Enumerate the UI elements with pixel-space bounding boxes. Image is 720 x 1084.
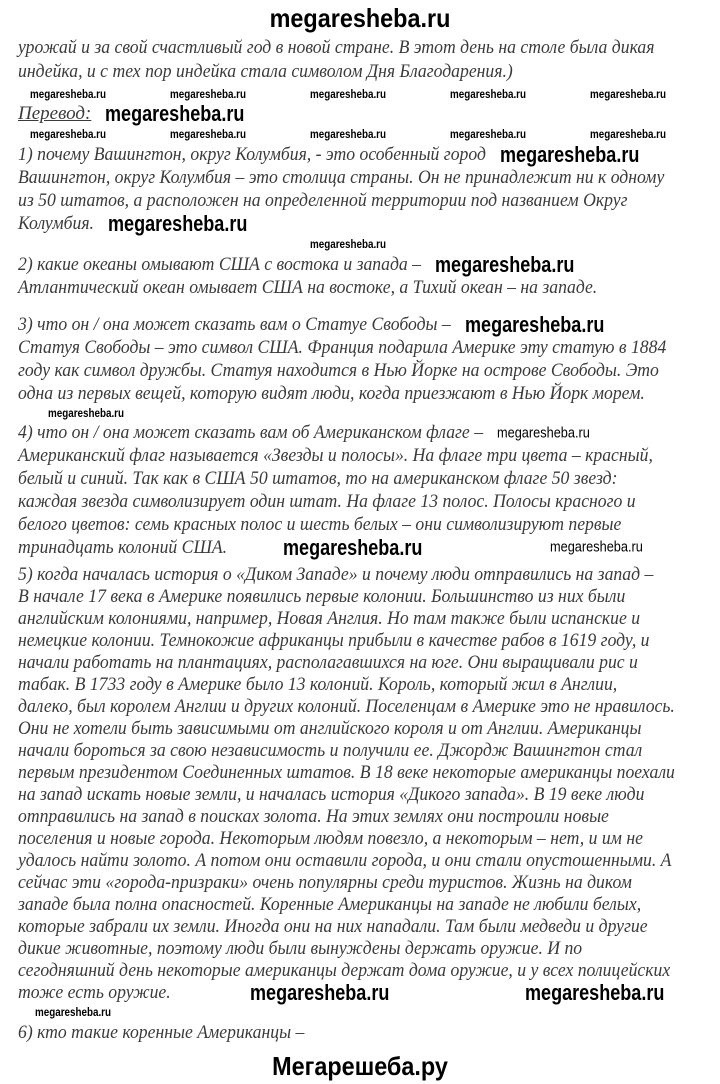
text-line: Вашингтон, округ Колумбия – это столица страны. Он не принадлежит ни к одному xyxy=(18,167,665,188)
text-line: немецкие колонии. Темнокожие африканцы прибыли в качестве рабов в 1619 году, и xyxy=(18,630,650,651)
watermark: megaresheba.ru xyxy=(450,127,527,141)
text-line: Атлантический океан омывает США на востоке, а Тихий океан – на западе. xyxy=(18,277,598,298)
paragraph-question-5 xyxy=(18,564,720,1004)
text-line: из 50 штатов, а расположен на определенной территории под названием Округ xyxy=(18,190,628,211)
text-line: 3) что он / она может сказать вам о Статуе Свободы – xyxy=(18,314,451,335)
watermark: megaresheba.ru xyxy=(499,141,640,167)
text-line: поселения и новые города. Некоторым людям повезло, а некоторым – нет, и им не xyxy=(18,828,644,849)
watermark: megaresheba.ru xyxy=(30,87,107,101)
text-line: западе была полна опасностей. Коренные Американцы на западе не любили белых, xyxy=(18,894,642,915)
text-line: 4) что он / она может сказать вам об Американском флаге – xyxy=(18,422,484,443)
watermark: megaresheba.ru xyxy=(590,87,667,101)
text-line: сегодняшний день некоторые американцы держат дома оружие, и у всех полицейских xyxy=(18,960,671,981)
text-line: начали бороться за свою независимость и получили ее. Джордж Вашингтон стал xyxy=(18,740,643,761)
text-line: 2) какие океаны омывают США с востока и запада – xyxy=(18,254,421,275)
text-line: тринадцать колоний США. xyxy=(18,537,228,558)
paragraph-question-6 xyxy=(18,1021,326,1044)
watermark: megaresheba.ru xyxy=(497,424,590,441)
watermark: megaresheba.ru xyxy=(107,210,248,236)
text-line: урожай и за свой счастливый год в новой стране. В этот день на столе была дикая xyxy=(18,37,655,58)
watermark: megaresheba.ru xyxy=(170,87,247,101)
text-line: 6) кто такие коренные Американцы – xyxy=(18,1022,305,1043)
watermark: megaresheba.ru xyxy=(105,101,245,126)
watermark: megaresheba.ru xyxy=(283,534,423,560)
text-line: тоже есть оружие. xyxy=(18,982,171,1003)
watermark: megaresheba.ru xyxy=(450,87,527,101)
text-line: Статуя Свободы – это символ США. Франция подарила Америке эту статую в 1884 xyxy=(18,337,667,358)
watermark: megaresheba.ru xyxy=(250,980,390,1005)
text-line: индейка, и с тех пор индейка стала символом Дня Благодарения.) xyxy=(18,61,513,82)
text-line: дикие животные, поэтому люди были вынуждены держать оружие. И по xyxy=(18,938,583,959)
text-line: году как символ дружбы. Статуя находится в Нью Йорке на острове Свободы. Это xyxy=(18,360,659,381)
watermark: megaresheba.ru xyxy=(310,87,387,101)
text-line: В начале 17 века в Америке появились первые колонии. Большинство из них были xyxy=(18,586,626,607)
text-line: 5) когда началась история о «Диком Западе» и почему люди отправились на запад – xyxy=(18,564,654,585)
watermark: megaresheba.ru xyxy=(550,538,643,556)
watermark: megaresheba.ru xyxy=(35,1005,112,1019)
footer-watermark: Мегарешеба.ру xyxy=(272,1051,448,1081)
text-line: которые забрали их земли. Иногда они на них нападали. Там были медведи и другие xyxy=(18,916,648,937)
text-line: удалось найти золото. А потом они оставили города, и они стали опустошенными. А xyxy=(18,850,672,871)
text-line: Американский флаг называется «Звезды и полосы». На флаге три цвета – красный, xyxy=(18,445,653,466)
text-line: первым президентом Соединенных штатов. В 18 веке некоторые американцы поехали xyxy=(18,762,675,783)
paragraph-intro xyxy=(18,36,702,84)
watermark: megaresheba.ru xyxy=(170,127,247,141)
watermark: megaresheba.ru xyxy=(310,237,387,251)
text-line: табак. В 1733 году в Америке было 13 колоний. Король, который жил в Англии, xyxy=(18,674,618,695)
text-line: белого цветов: семь красных полос и шесть белых – они символизируют первые xyxy=(18,514,622,535)
text-line: одна из первых вещей, которую видят люди, когда приезжают в Нью Йорк морем. xyxy=(18,383,645,404)
watermark: megaresheba.ru xyxy=(464,311,605,337)
watermark: megaresheba.ru xyxy=(590,127,667,141)
text-line: Колумбия. xyxy=(18,213,94,234)
text-line: отправились на запад в поисках золота. На этих землях они построили новые xyxy=(18,806,609,827)
text-line: каждая звезда символизирует один штат. На флаге 13 полос. Полосы красного и xyxy=(18,491,636,512)
text-line: на запад искать новые земли, и началась история «Дикого запада». В 19 веке люди xyxy=(18,784,645,805)
text-line: белый и синий. Так как в США 50 штатов, то на американском флаге 50 звезд: xyxy=(18,468,618,489)
header-watermark: megaresheba.ru xyxy=(269,3,451,33)
watermark: megaresheba.ru xyxy=(48,406,125,420)
text-line: начали работать на плантациях, располагавшихся на юге. Они выращивали рис и xyxy=(18,652,638,673)
paragraph-question-3 xyxy=(18,313,715,405)
text-line: Они не хотели быть зависимыми от английского короля и от Англии. Американцы xyxy=(18,718,642,739)
text-line: 1) почему Вашингтон, округ Колумбия, - это особенный город xyxy=(18,144,486,165)
watermark: megaresheba.ru xyxy=(434,251,575,277)
text-line: далеко, был королем Англии и других колоний. Поселенцам в Америке это не нравилось. xyxy=(18,696,675,717)
text-line: английским колониями, например, Новая Англия. Но там также были испанские и xyxy=(18,608,641,629)
watermark: megaresheba.ru xyxy=(310,127,387,141)
watermark: megaresheba.ru xyxy=(525,980,665,1005)
translation-label: Перевод: xyxy=(18,103,92,124)
text-line: сейчас эти «города-призраки» очень популярны среди туристов. Жизнь на диком xyxy=(18,872,632,893)
watermark: megaresheba.ru xyxy=(30,127,107,141)
